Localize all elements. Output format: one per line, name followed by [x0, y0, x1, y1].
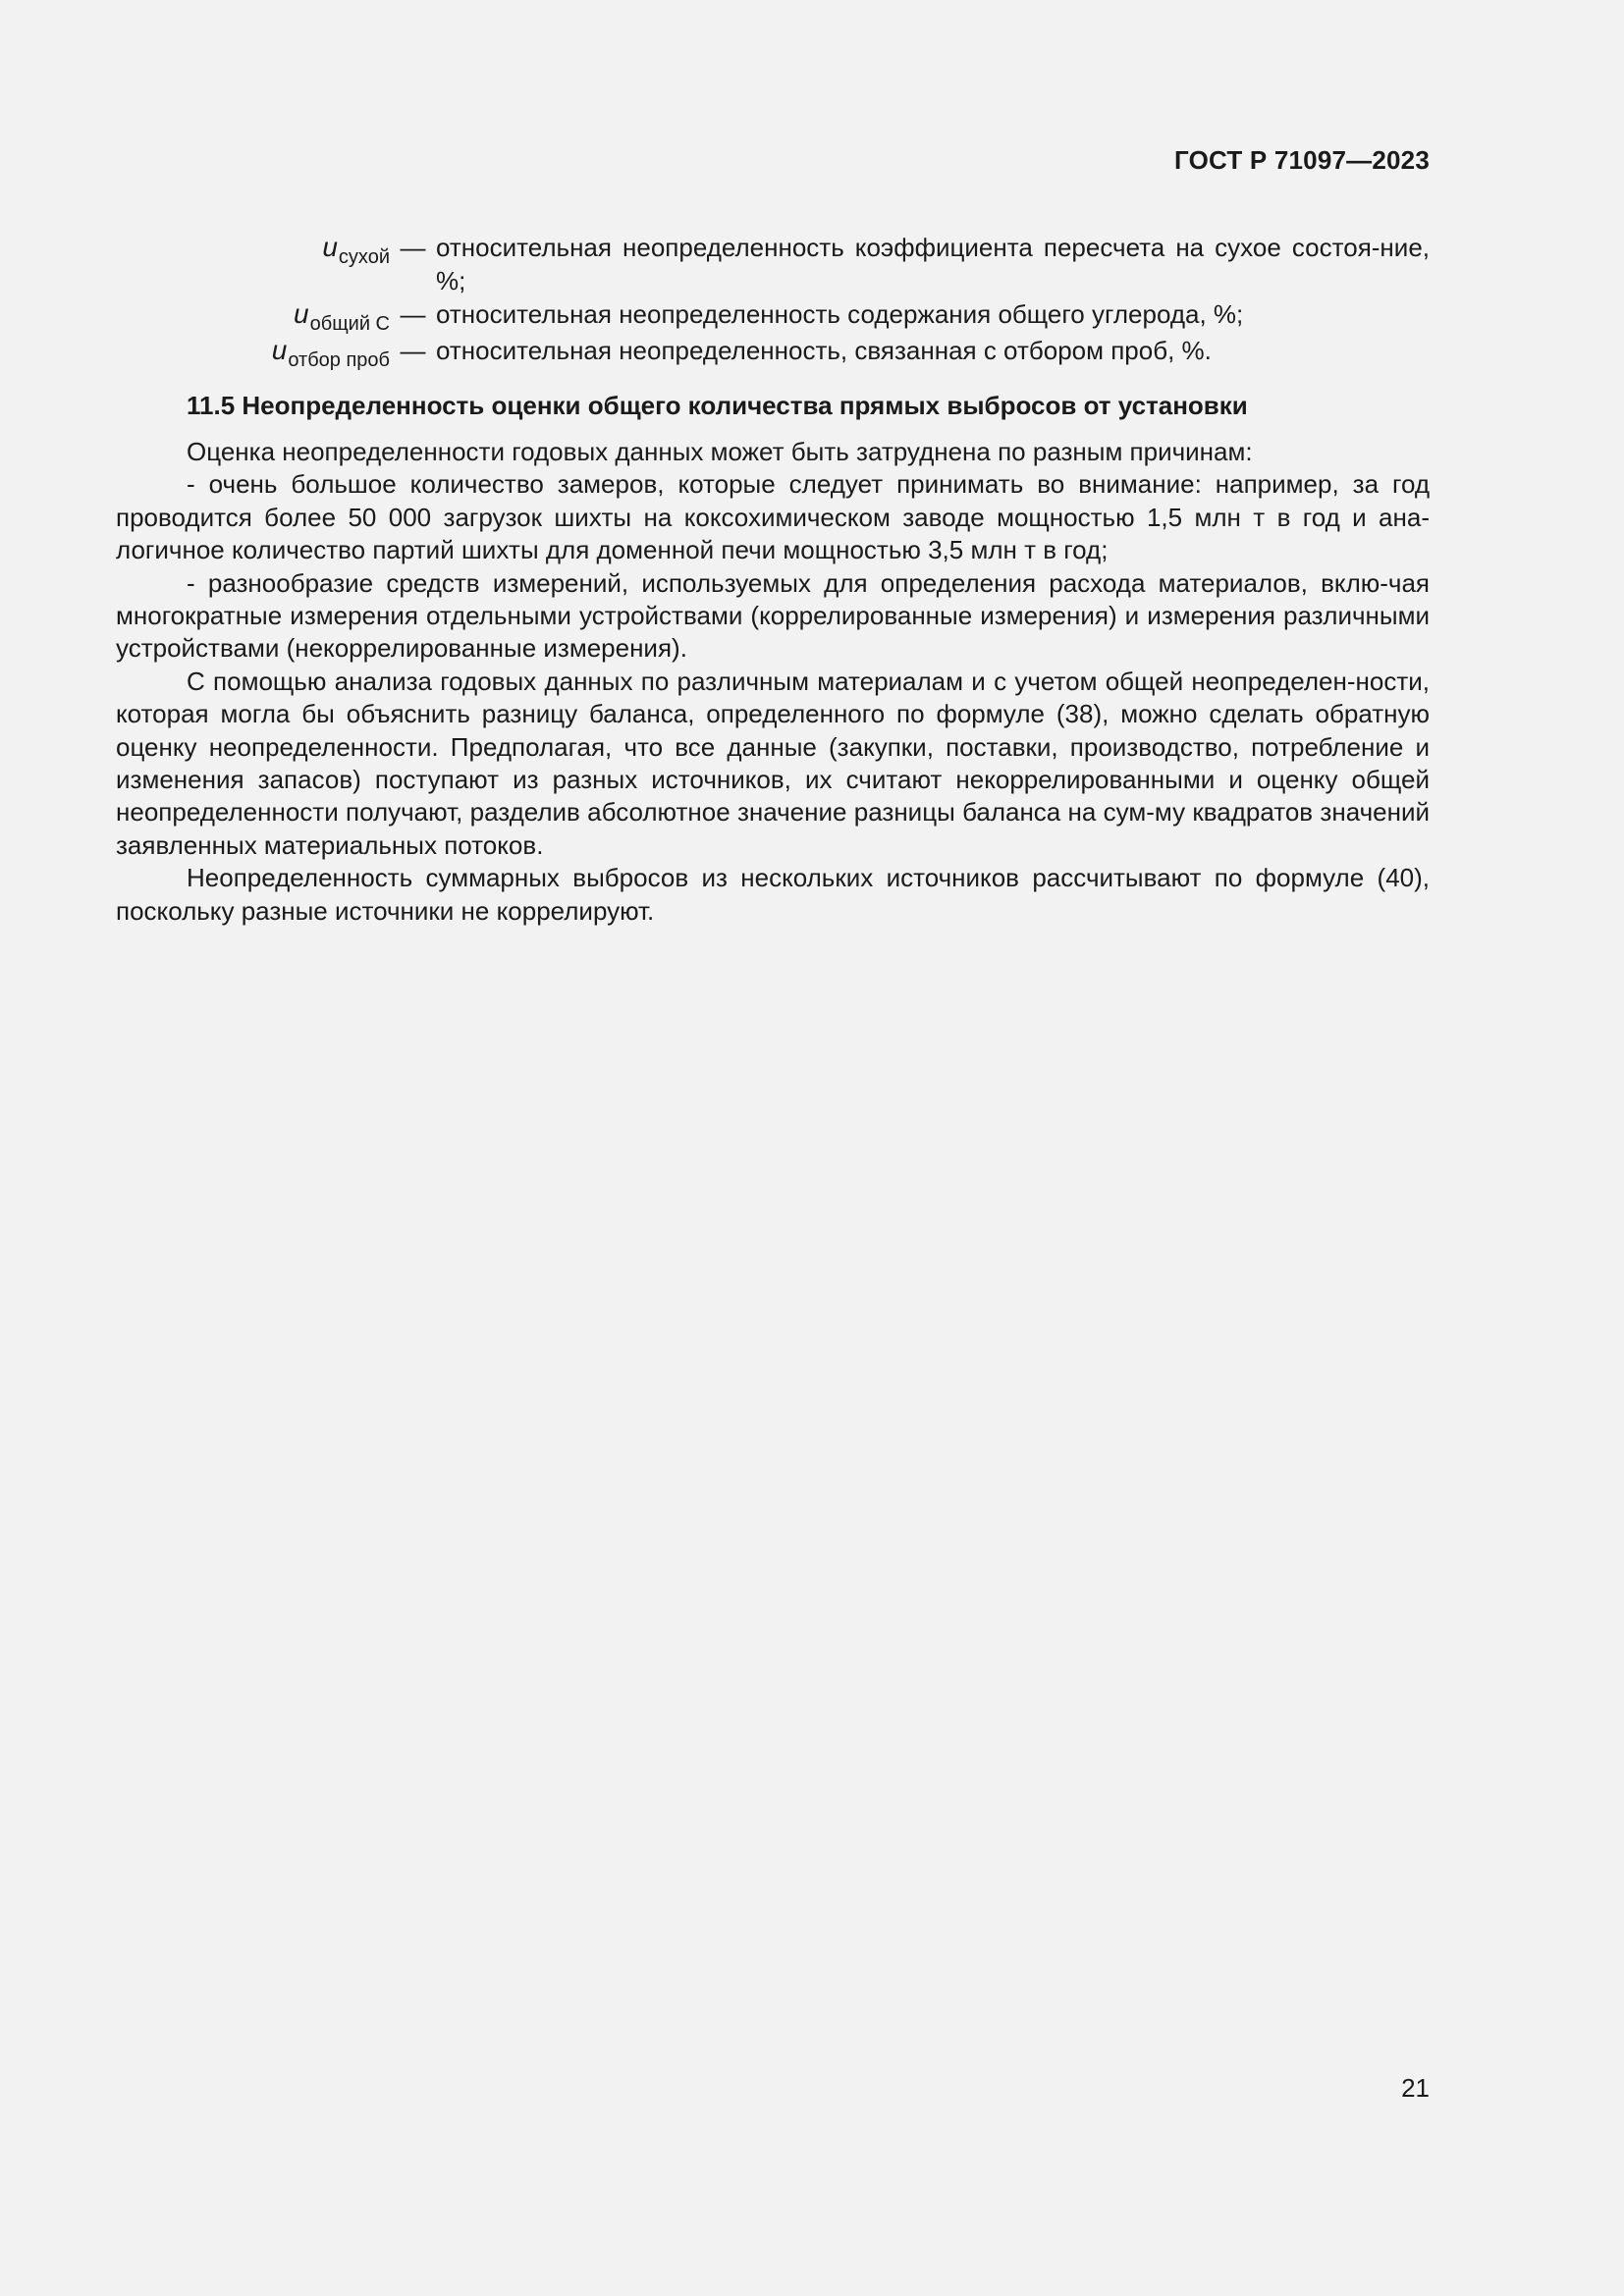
definition-symbol — [116, 231, 390, 267]
definition-text: относительная неопределенность, связанная с отбором проб, %. — [436, 336, 1212, 365]
definition-symbol — [116, 297, 390, 334]
paragraph: Неопределенность суммарных выбросов из нескольких источников рассчитывают по формуле (40), поскольку разные источники не коррелируют. — [116, 863, 1430, 926]
document-id-header: ГОСТ Р 71097—2023 — [1174, 145, 1430, 175]
symbol-letter: u — [294, 298, 309, 329]
section-body — [116, 436, 1430, 928]
section-title: 11.5 Неопределенность оценки общего количества прямых выбросов от установки — [187, 391, 1248, 420]
definition-row-total-carbon — [116, 297, 1430, 334]
definition-dash: — — [400, 336, 426, 365]
symbol-subscript: отбор проб — [288, 349, 390, 371]
page-number: 21 — [1401, 2073, 1430, 2103]
paragraph: С помощью анализа годовых данных по различным материалам и с учетом общей неопределен-ности, которая могла бы объяснить разницу баланса, определенного по формуле (38), можно сделать обратную оценку неопределенности. Предполагая, что все данные (закупки, поставки, производство, потребление и изменения запасов) поступают из разных источников, их считают некоррелированными и оценку общей неопределенности получают, разделив абсолютное значение разницы баланса на сум-му квадратов значений заявленных материальных потоков. — [116, 666, 1430, 860]
definition-text: относительная неопределенность содержания общего углерода, %; — [436, 299, 1244, 329]
definition-symbol — [116, 334, 390, 370]
symbol-definitions — [116, 231, 1430, 370]
paragraph: - очень большое количество замеров, которые следует принимать во внимание: например, за год проводится более 50 000 загрузок шихты на коксохимическом заводе мощностью 1,5 млн т в год и ана-логичное количество партий шихты для доменной печи мощностью 3,5 млн т в год; — [116, 469, 1430, 565]
symbol-subscript: общий C — [309, 313, 390, 335]
symbol-letter: u — [271, 335, 288, 365]
symbol-letter: u — [322, 232, 338, 262]
definition-text: относительная неопределенность коэффициента пересчета на сухое состоя-ние, %; — [436, 233, 1430, 295]
symbol-subscript: сухой — [338, 246, 390, 268]
definition-dash: — — [400, 233, 426, 262]
paragraph: - разнообразие средств измерений, используемых для определения расхода материалов, вклю-чая многократные измерения отдельными устройствами (коррелированные измерения) и измерения различными устройствами (некоррелированные измерения). — [116, 567, 1430, 664]
definition-row-dry — [116, 231, 1430, 297]
definition-dash: — — [400, 299, 426, 329]
definition-row-sampling — [116, 334, 1430, 370]
paragraph: Оценка неопределенности годовых данных может быть затруднена по разным причинам: — [187, 437, 1253, 466]
